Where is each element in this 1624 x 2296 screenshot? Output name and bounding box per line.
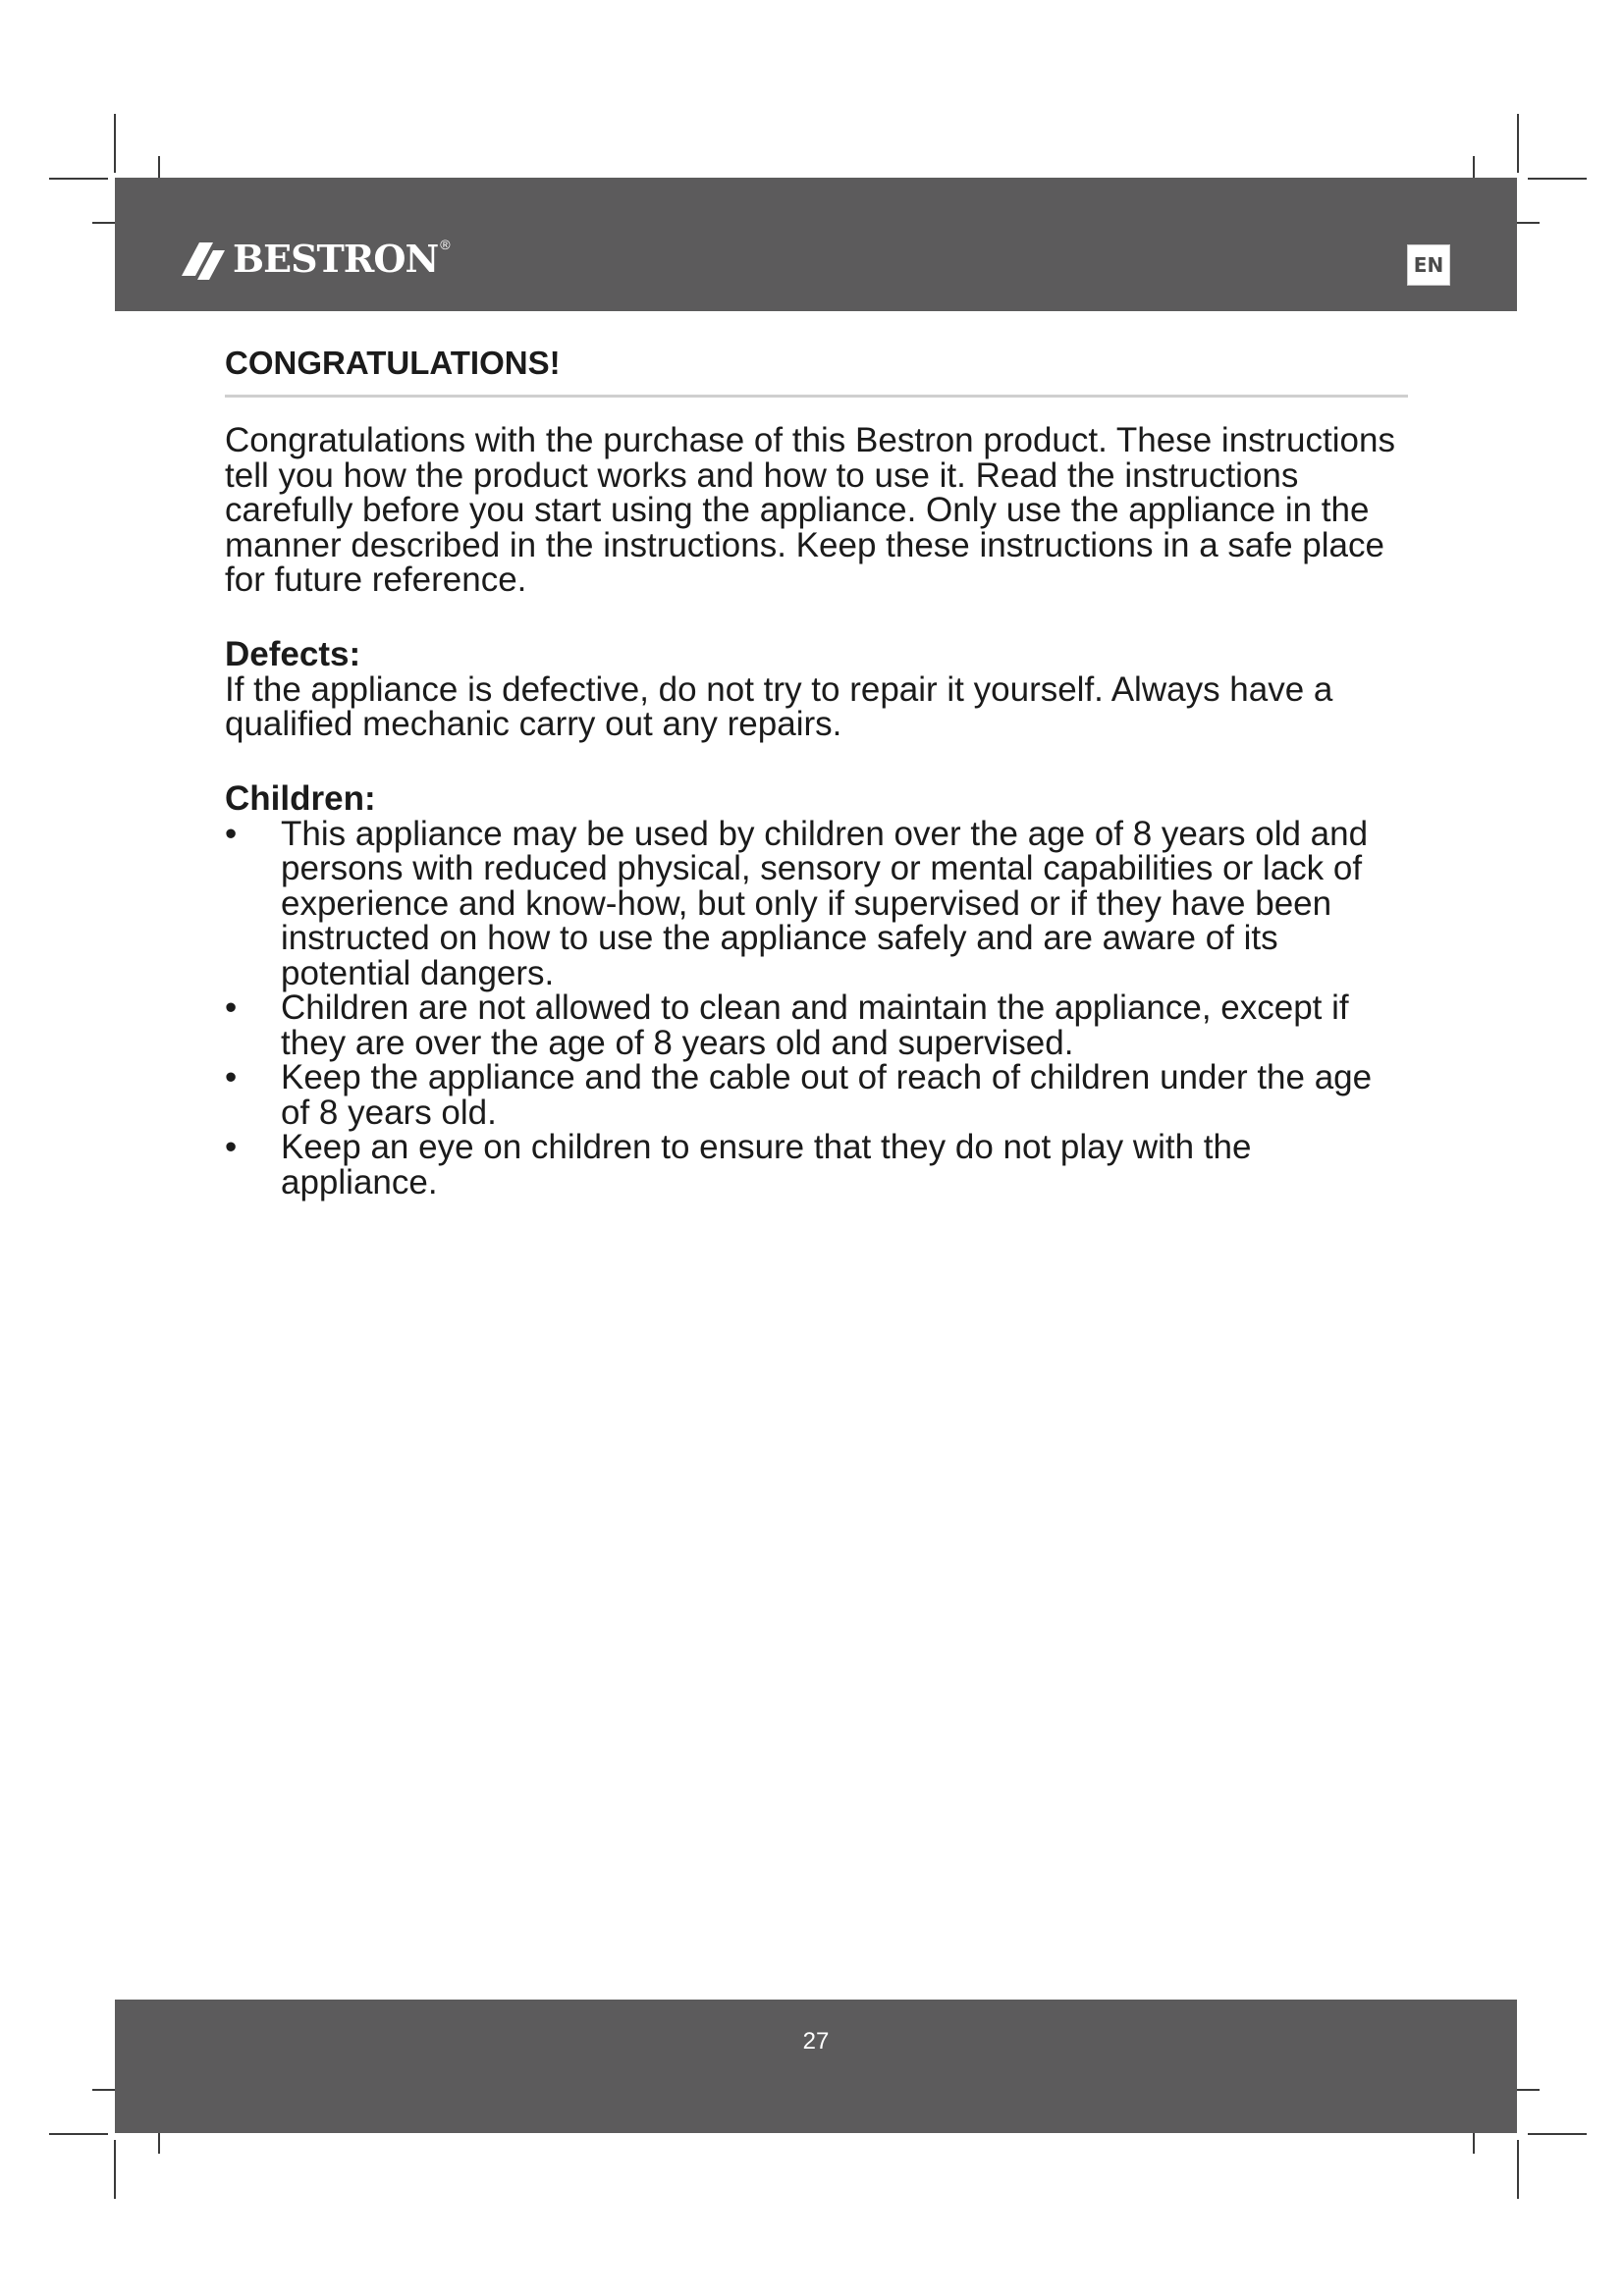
page-title: CONGRATULATIONS! [225,345,561,381]
section-children [225,778,1408,1201]
bullet-symbol: • [225,988,238,1027]
bullet-symbol: • [225,814,238,853]
crop-mark [1517,2140,1519,2199]
crop-mark [114,114,116,173]
bullet-symbol: • [225,1128,238,1166]
crop-mark [1528,2133,1587,2135]
registered-mark: ® [440,237,451,252]
section-text: If the appliance is defective, do not try to repair it yourself. Always have a qualified mechanic carry out any repairs. [225,669,1333,743]
main-content [225,344,1408,1200]
chevron-logo-icon [180,237,225,282]
bullet-list [225,814,1408,1201]
page-number: 27 [802,2028,830,2055]
list-item [225,1130,1408,1200]
list-item-text: Keep an eye on children to ensure that they do not play with the appliance. [281,1128,1252,1201]
crop-mark [114,2140,116,2199]
language-badge: EN [1407,244,1450,286]
section-defects [225,634,1408,743]
crop-mark [1517,114,1519,173]
crop-mark [49,178,108,180]
footer-bar [115,2000,1517,2133]
list-item-text: This appliance may be used by children over the age of 8 years old and persons with reduced physical, sensory or mental capabilities or lack of experience and know-how, but only if supervised or if they have been instructed on how to use the appliance safely and are aware of its potential dangers. [281,814,1369,992]
crop-mark [49,2133,108,2135]
brand-name: BESTRON [233,237,439,281]
section-heading: Children: [225,778,376,818]
intro-paragraph: Congratulations with the purchase of this Bestron product. These instructions tell you how the product works and how to use it. Read the instructions carefully before you start using the appliance. Only use the appliance in the manner described in the instructions. Keep these instructions in a safe place for future reference. [225,421,1395,599]
title-divider [225,395,1408,398]
header-bar [115,178,1517,311]
section-heading: Defects: [225,634,361,673]
brand-logo [180,235,451,284]
list-item-text: Children are not allowed to clean and maintain the appliance, except if they are over the age of 8 years old and supervised. [281,988,1349,1062]
bullet-symbol: • [225,1058,238,1096]
list-item [225,990,1408,1060]
list-item [225,1060,1408,1130]
crop-mark [1528,178,1587,180]
list-item [225,814,1408,992]
list-item-text: Keep the appliance and the cable out of reach of children under the age of 8 years old. [281,1058,1373,1132]
